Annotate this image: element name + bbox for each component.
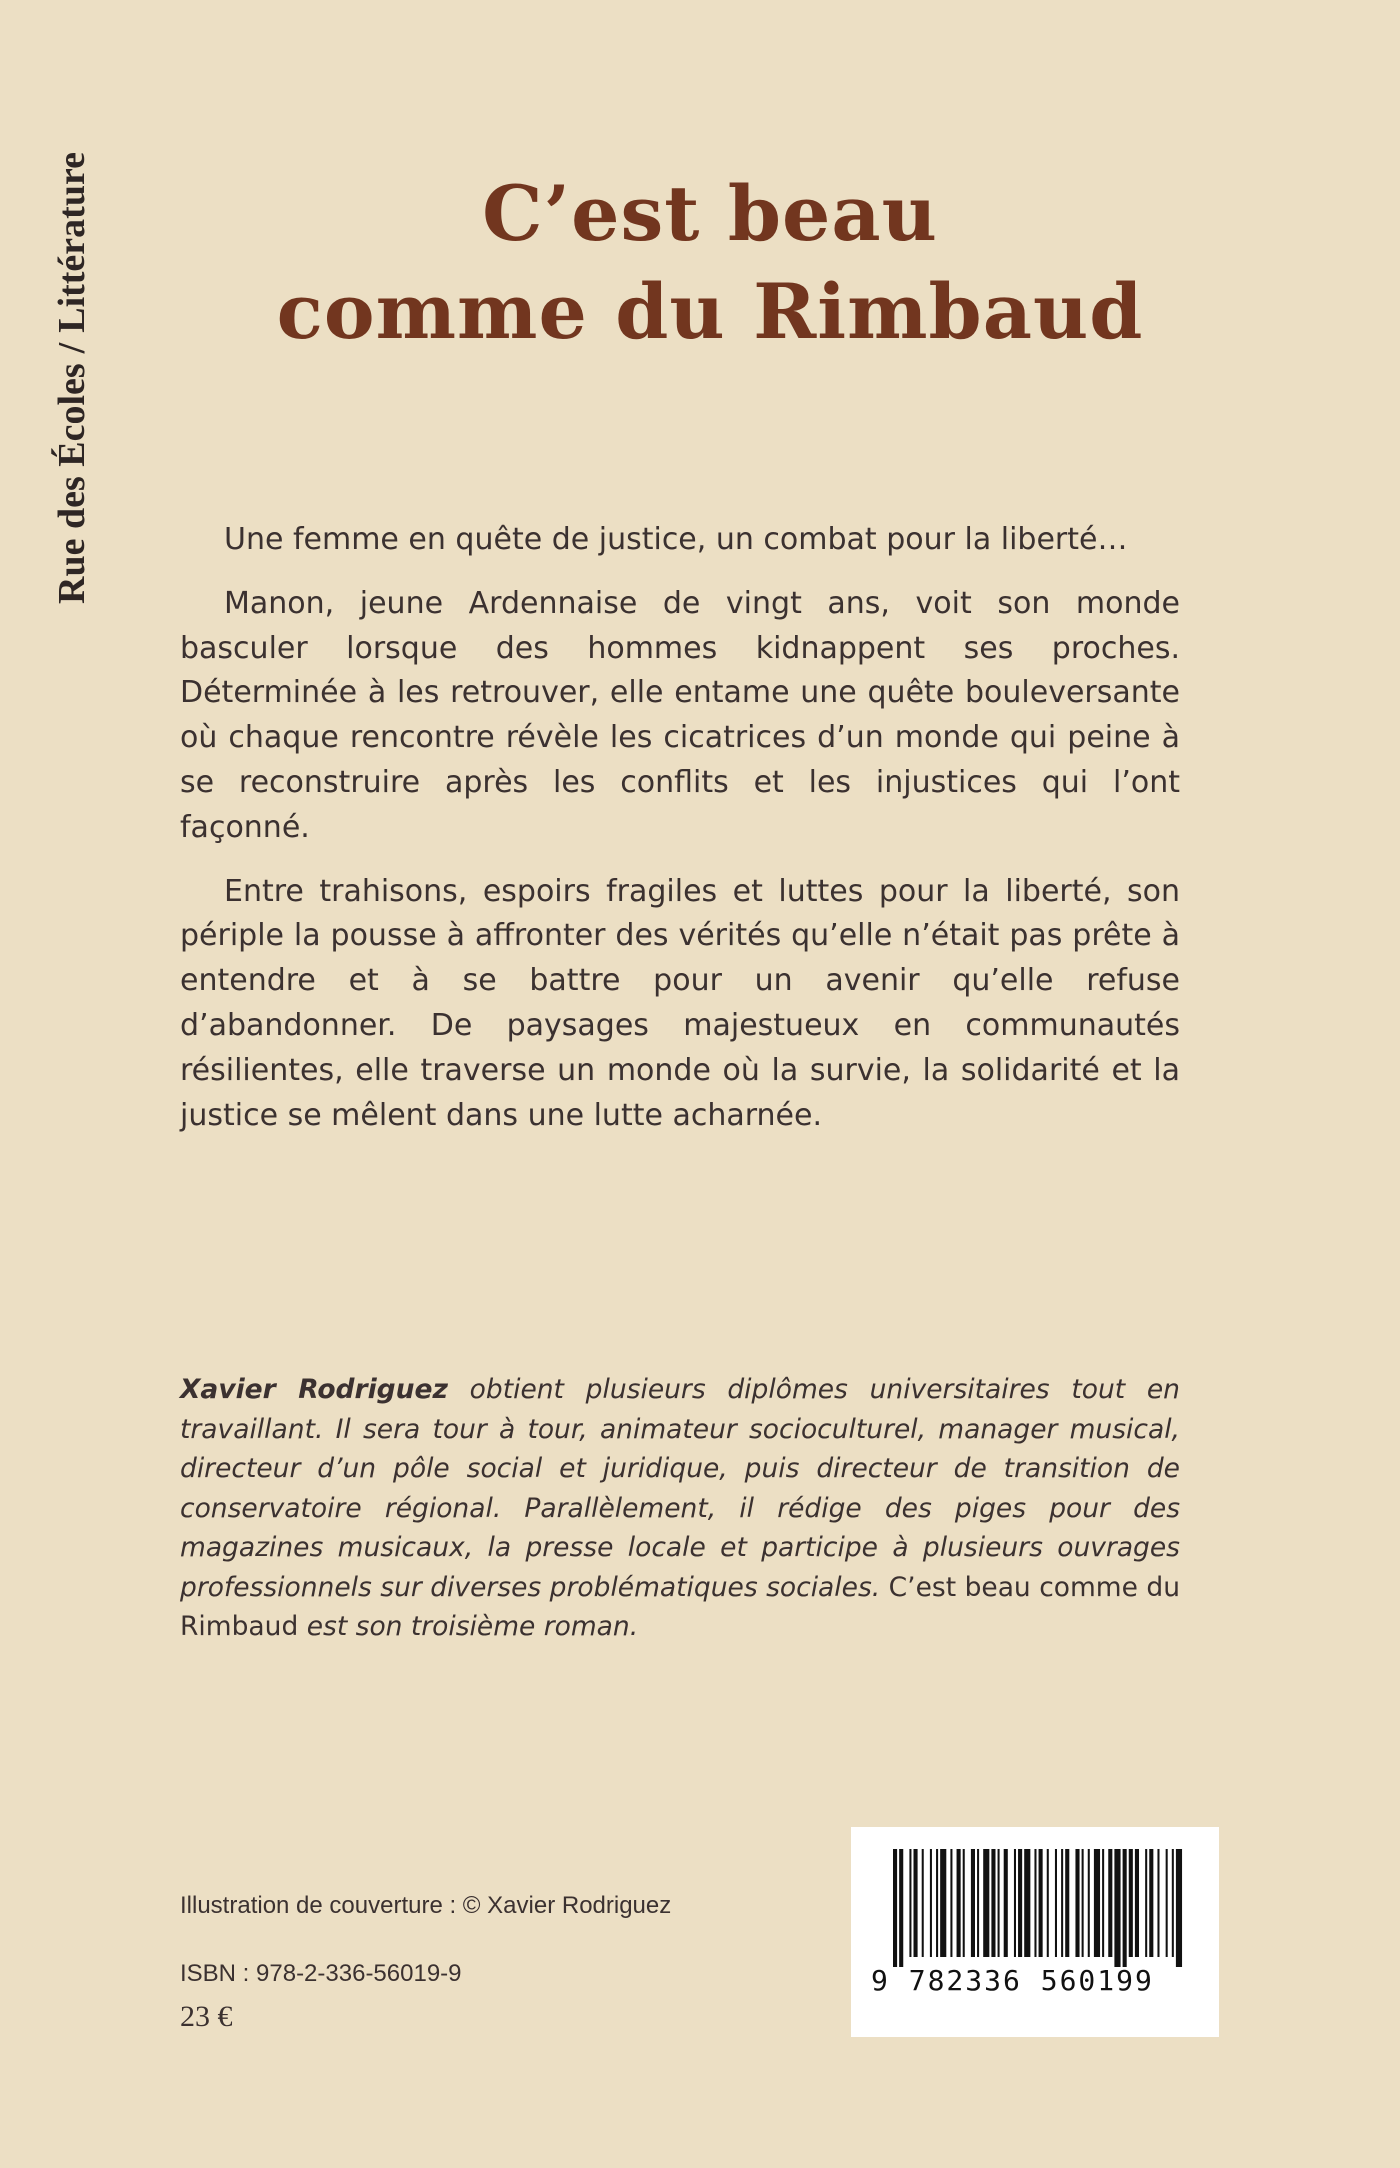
- barcode-bar: [899, 1849, 903, 1967]
- genre-name: Littérature: [51, 152, 93, 333]
- barcode-bar: [1061, 1849, 1063, 1957]
- barcode-bar: [1149, 1849, 1153, 1957]
- barcode-bar: [1055, 1849, 1057, 1957]
- barcode-bar: [1145, 1849, 1147, 1957]
- barcode-bar: [1039, 1849, 1043, 1957]
- collection-name: Rue des Écoles: [51, 363, 93, 604]
- barcode-bar: [1135, 1849, 1139, 1957]
- barcode-bar: [1065, 1849, 1069, 1957]
- author-bio: [180, 1370, 1180, 1647]
- barcode-bar: [971, 1849, 975, 1957]
- barcode-bar: [1166, 1849, 1168, 1957]
- barcode-bar: [1004, 1849, 1008, 1957]
- barcode-bar: [950, 1849, 952, 1957]
- bio-text-end: est son troisième roman.: [306, 1611, 639, 1642]
- illustration-credit: Illustration de couverture : © Xavier Rodriguez: [180, 1892, 672, 1919]
- barcode-bar: [1114, 1849, 1120, 1967]
- barcode-bar: [1102, 1849, 1104, 1957]
- synopsis-paragraph: Entre trahisons, espoirs fragiles et luttes pour la liberté, son périple la pousse à affronter des vérités qu’elle n’était pas prête à entendre et à se battre pour un avenir qu’elle refuse d’abandonner. De paysages majestueux en communautés résilientes, elle traverse un monde où la survie, la solidarité et la justice se mêlent dans une lutte acharnée.: [180, 873, 1180, 1133]
- barcode-bar: [1082, 1849, 1084, 1957]
- barcode-bar: [1024, 1849, 1030, 1957]
- barcode-bar: [1075, 1849, 1079, 1957]
- barcode-bar: [1129, 1849, 1133, 1957]
- barcode-bar: [1034, 1849, 1036, 1957]
- barcode-bar: [1123, 1849, 1127, 1967]
- title-line-2: comme du Rimbaud: [276, 267, 1144, 356]
- spine-label: [42, 88, 102, 668]
- barcode-bar: [1157, 1849, 1159, 1957]
- barcode-bars: [893, 1849, 1183, 1967]
- barcode-bar: [1088, 1849, 1090, 1957]
- isbn: ISBN : 978-2-336-56019-9: [180, 1960, 462, 1987]
- spine-text: [50, 152, 94, 604]
- barcode-bar: [963, 1849, 965, 1957]
- bio-text: obtient plusieurs diplômes universitaires tout en travaillant. Il sera tour à tour, animateur socioculturel, manager musical, directeur d’un pôle social et juridique, puis directeur de transition de conservatoire régional. Parallèlement, il rédige des piges pour des magazines musicaux, la presse locale et participe à plusieurs ouvrages professionnels sur diverses problématiques sociales.: [180, 1374, 1180, 1603]
- spine-separator: /: [51, 342, 93, 354]
- barcode-bar: [1172, 1849, 1174, 1957]
- barcode-bar: [914, 1849, 918, 1957]
- barcode-bar: [998, 1849, 1000, 1957]
- barcode: [851, 1827, 1219, 2037]
- barcode-bar: [909, 1849, 911, 1957]
- barcode-bar: [957, 1849, 961, 1957]
- barcode-bar: [1108, 1849, 1112, 1957]
- price: 23 €: [180, 2000, 233, 2033]
- title-line-1: C’est beau: [482, 169, 938, 258]
- synopsis-tagline: Une femme en quête de justice, un combat pour la liberté…: [224, 522, 1128, 557]
- bio-book-title: C’est beau comme du Rimbaud: [180, 1571, 1180, 1642]
- barcode-bar: [940, 1849, 946, 1957]
- barcode-bar: [991, 1849, 995, 1957]
- barcode-bar: [983, 1849, 989, 1957]
- barcode-digits: 9 782336 560199: [871, 1964, 1154, 1997]
- author-name: Xavier Rodriguez: [180, 1374, 448, 1405]
- book-title: [120, 165, 1300, 361]
- barcode-bar: [977, 1849, 979, 1957]
- barcode-bar: [1176, 1849, 1182, 1967]
- barcode-bar: [922, 1849, 924, 1957]
- synopsis: [180, 518, 1180, 1157]
- barcode-bar: [1047, 1849, 1049, 1957]
- barcode-bar: [1094, 1849, 1100, 1957]
- barcode-bar: [1014, 1849, 1016, 1957]
- barcode-bar: [930, 1849, 932, 1957]
- barcode-bar: [893, 1849, 897, 1967]
- synopsis-paragraph: Manon, jeune Ardennaise de vingt ans, voit son monde basculer lorsque des hommes kidnappent ses proches. Déterminée à les retrouver, elle entame une quête bouleversante où chaque rencontre révèle les cicatrices d’un monde qui peine à se reconstruire après les conflits et les injustices qui l’ont façonné.: [180, 585, 1180, 845]
- barcode-bar: [1018, 1849, 1022, 1957]
- barcode-bar: [936, 1849, 938, 1957]
